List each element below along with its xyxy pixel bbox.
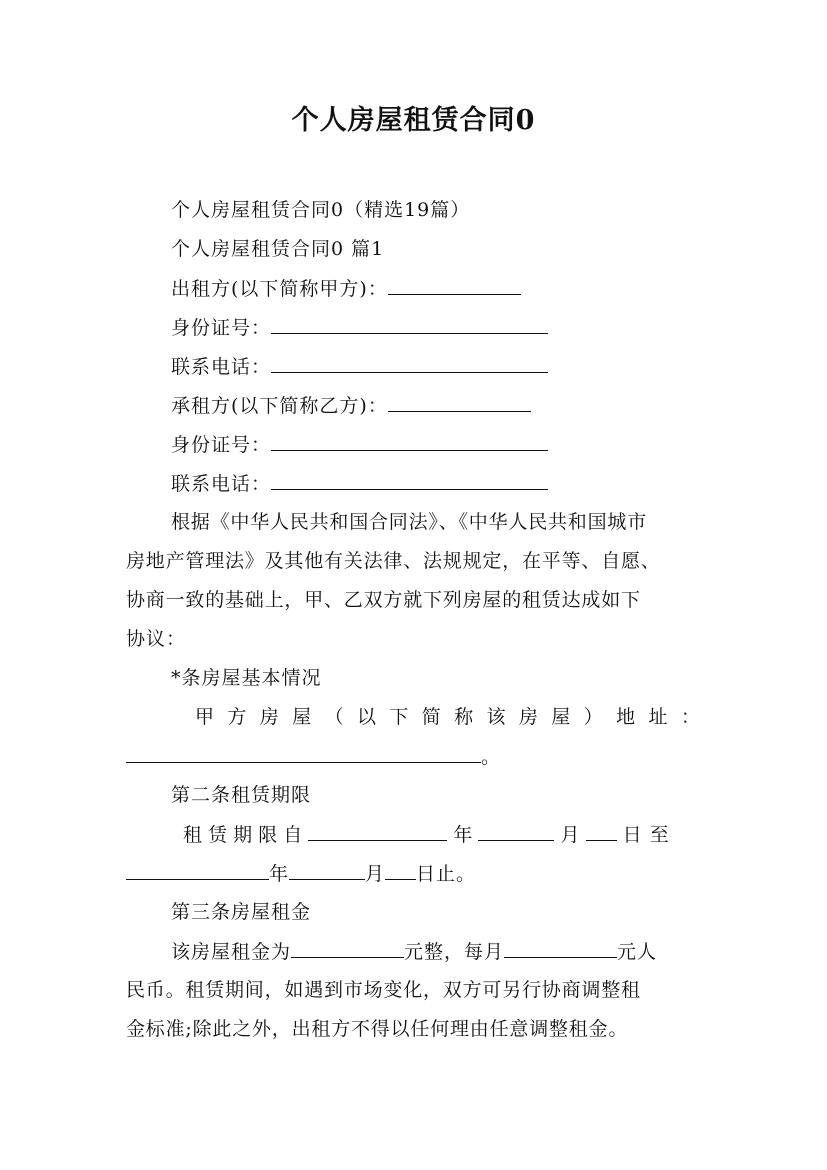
article-2-term-line-2 xyxy=(126,859,476,888)
section-heading: 个人房屋租赁合同0 篇1 xyxy=(171,238,385,260)
article-1-address-line xyxy=(195,703,700,731)
lessee-name-blank xyxy=(388,391,531,412)
address-char: 简 xyxy=(421,706,441,728)
end-day-blank xyxy=(385,859,416,880)
address-char: 址 xyxy=(648,706,668,728)
address-char: 方 xyxy=(227,706,247,728)
lessee-id-blank xyxy=(271,430,548,451)
end-suffix: 日止。 xyxy=(416,863,477,885)
address-char: 屋 xyxy=(551,706,571,728)
address-blank xyxy=(126,742,481,763)
article-2-term-line-1 xyxy=(183,820,677,849)
lessor-phone-line xyxy=(171,352,548,381)
address-char: ： xyxy=(680,706,700,728)
address-char: 房 xyxy=(259,706,279,728)
rent-prefix: 该房屋租金为 xyxy=(171,941,292,963)
preamble-line-2: 房地产管理法》及其他有关法律、法规规定，在平等、自愿、 xyxy=(126,550,661,572)
lessee-label: 承租方(以下简称乙方)： xyxy=(171,395,388,417)
address-char: 地 xyxy=(616,706,636,728)
address-char: 甲 xyxy=(195,706,215,728)
address-char: （ xyxy=(324,706,344,728)
address-char: ） xyxy=(583,706,603,728)
end-year-label: 年 xyxy=(269,863,290,885)
article-3-rent-line-2: 民币。租赁期间，如遇到市场变化，双方可另行协商调整租 xyxy=(126,979,641,1001)
lessor-phone-label: 联系电话： xyxy=(171,356,272,378)
article-1-address-blank-line xyxy=(126,742,501,771)
lessor-phone-blank xyxy=(271,352,548,373)
article-1-heading: *条房屋基本情况 xyxy=(171,667,322,689)
lessor-id-line xyxy=(171,313,548,342)
month-label: 月 xyxy=(560,824,580,846)
address-char: 该 xyxy=(486,706,506,728)
article-3-rent-line-1 xyxy=(171,937,657,966)
address-char: 称 xyxy=(454,706,474,728)
day-to-label: 日至 xyxy=(622,824,677,846)
document-subtitle: 个人房屋租赁合同0（精选19篇） xyxy=(171,199,471,221)
rent-mid: 元整，每月 xyxy=(404,941,505,963)
address-char: 屋 xyxy=(292,706,312,728)
end-month-blank xyxy=(289,859,365,880)
address-end: 。 xyxy=(481,746,502,768)
article-3-heading: 第三条房屋租金 xyxy=(171,901,312,923)
rent-monthly-blank xyxy=(504,937,617,958)
term-char: 赁 xyxy=(208,824,228,846)
term-char: 期 xyxy=(233,824,253,846)
lessor-id-blank xyxy=(271,313,548,334)
preamble-line-1: 根据《中华人民共和国合同法》、《中华人民共和国城市 xyxy=(171,511,648,533)
lessor-label: 出租方(以下简称甲方)： xyxy=(171,278,388,300)
article-3-rent-line-3: 金标准;除此之外，出租方不得以任何理由任意调整租金。 xyxy=(126,1018,629,1040)
term-char: 自 xyxy=(283,824,303,846)
start-month-blank xyxy=(478,820,554,841)
year-label: 年 xyxy=(453,824,473,846)
preamble-line-3: 协商一致的基础上，甲、乙双方就下列房屋的租赁达成如下 xyxy=(126,589,641,611)
lessor-line xyxy=(171,274,521,303)
start-day-blank xyxy=(586,820,617,841)
document-title: 个人房屋租赁合同0 xyxy=(291,105,536,136)
rent-total-blank xyxy=(291,937,404,958)
address-char: 房 xyxy=(518,706,538,728)
lessee-id-line xyxy=(171,430,548,459)
lessee-phone-line xyxy=(171,469,548,498)
lessee-phone-blank xyxy=(271,469,548,490)
term-char: 租 xyxy=(183,824,203,846)
end-month-label: 月 xyxy=(365,863,386,885)
address-char: 下 xyxy=(389,706,409,728)
lessee-phone-label: 联系电话： xyxy=(171,473,272,495)
address-char: 以 xyxy=(356,706,376,728)
article-2-heading: 第二条租赁期限 xyxy=(171,784,312,806)
preamble-line-4: 协议： xyxy=(126,628,187,650)
start-year-blank xyxy=(308,820,447,841)
lessee-line xyxy=(171,391,531,420)
lessor-id-label: 身份证号： xyxy=(171,317,272,339)
lessor-name-blank xyxy=(388,274,521,295)
lessee-id-label: 身份证号： xyxy=(171,434,272,456)
rent-suffix: 元人 xyxy=(617,941,658,963)
term-char: 限 xyxy=(258,824,278,846)
end-year-blank xyxy=(126,859,269,880)
